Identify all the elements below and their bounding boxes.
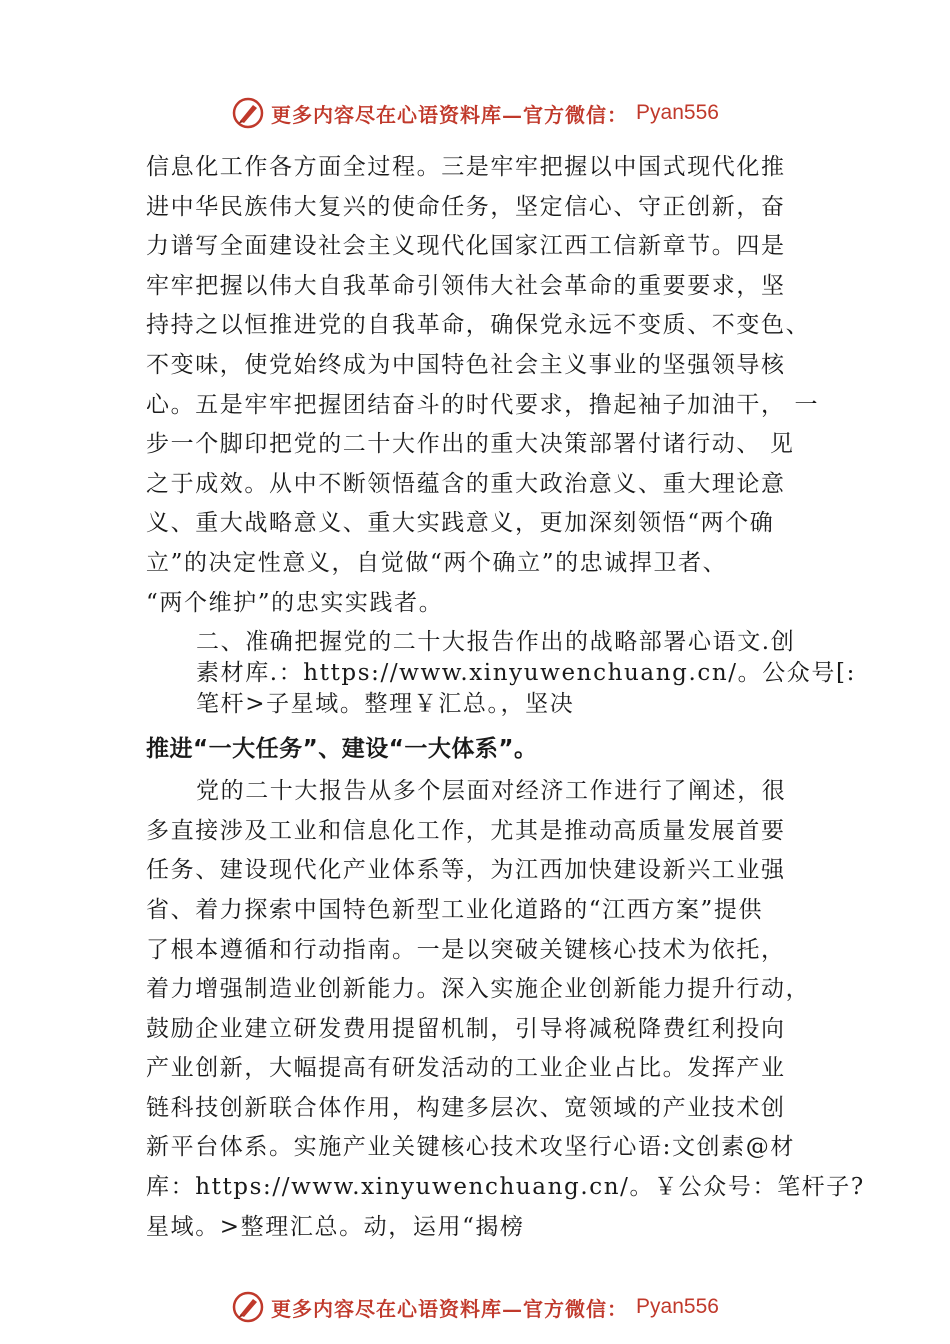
text-line: 素材库.：https://www.xinyuwenchuang.cn/。公众号[: [196, 660, 856, 687]
text-line: 库：https://www.xinyuwenchuang.cn/。￥公众号：笔杆子? [146, 1174, 865, 1201]
text-line: 产业创新，大幅提高有研发活动的工业企业占比。发挥产业 [146, 1055, 786, 1082]
text-line: 不变味，使党始终成为中国特色社会主义事业的坚强领导核 [146, 351, 786, 378]
text-line: 进中华民族伟大复兴的使命任务，坚定信心、守正创新，奋 [146, 193, 786, 220]
text-line: 步一个脚印把党的二十大作出的重大决策部署付诸行动、 见 [146, 431, 795, 458]
pen-logo-icon [231, 1290, 265, 1324]
footer-banner [0, 1290, 950, 1324]
text-line: 着力增强制造业创新能力。深入实施企业创新能力提升行动， [146, 976, 811, 1003]
banner-text: 更多内容尽在心语资料库—官方微信： [271, 102, 629, 127]
header-banner [0, 96, 950, 130]
banner-handle: Pyan556 [636, 101, 719, 124]
text-line: 链科技创新联合体作用，构建多层次、宽领域的产业技术创 [146, 1094, 786, 1121]
text-line: 新平台体系。实施产业关键核心技术攻坚行心语:文创素@材 [146, 1134, 795, 1161]
section-heading: 推进“一大任务”、建设“一大体系”。 [146, 736, 538, 763]
text-line: 之于成效。从中不断领悟蕴含的重大政治意义、重大理论意 [146, 470, 786, 497]
text-line: “两个维护”的忠实实践者。 [146, 589, 444, 616]
text-line: 持持之以恒推进党的自我革命，确保党永远不变质、不变色、 [146, 312, 811, 339]
text-line: 多直接涉及工业和信息化工作，尤其是推动高质量发展首要 [146, 817, 786, 844]
paragraph-2 [146, 627, 856, 720]
text-line: 了根本遵循和行动指南。一是以突破关键核心技术为依托， [146, 936, 786, 963]
banner-text: 更多内容尽在心语资料库—官方微信： [271, 1296, 629, 1321]
text-line: 任务、建设现代化产业体系等，为江西加快建设新兴工业强 [146, 857, 786, 884]
text-line: 义、重大战略意义、重大实践意义，更加深刻领悟“两个确 [146, 510, 775, 537]
text-line: 力谱写全面建设社会主义现代化国家江西工信新章节。四是 [146, 233, 786, 260]
paragraph-3 [146, 772, 865, 1247]
document-body [146, 148, 865, 1247]
text-line: 省、着力探索中国特色新型工业化道路的“江西方案”提供 [146, 896, 764, 923]
text-line: 信息化工作各方面全过程。三是牢牢把握以中国式现代化推 [146, 154, 786, 180]
paragraph-1 [146, 148, 826, 623]
text-line: 星域。>整理汇总。动，运用“揭榜 [146, 1213, 525, 1240]
text-line: 党的二十大报告从多个层面对经济工作进行了阐述，很 [196, 778, 787, 805]
text-line: 心。五是牢牢把握团结奋斗的时代要求，撸起袖子加油干， 一 [146, 391, 820, 418]
section-title-line: 二、准确把握党的二十大报告作出的战略部署心语文.创 [196, 629, 796, 656]
text-line: 笔杆>子星域。整理￥汇总。，坚决 [196, 691, 575, 718]
text-line: 鼓励企业建立研发费用提留机制，引导将减税降费红利投向 [146, 1015, 786, 1042]
text-line: 牢牢把握以伟大自我革命引领伟大社会革命的重要要求，坚 [146, 272, 786, 299]
text-line: 立”的决定性意义，自觉做“两个确立”的忠诚捍卫者、 [146, 549, 728, 576]
pen-logo-icon [231, 96, 265, 130]
banner-handle: Pyan556 [636, 1295, 719, 1318]
